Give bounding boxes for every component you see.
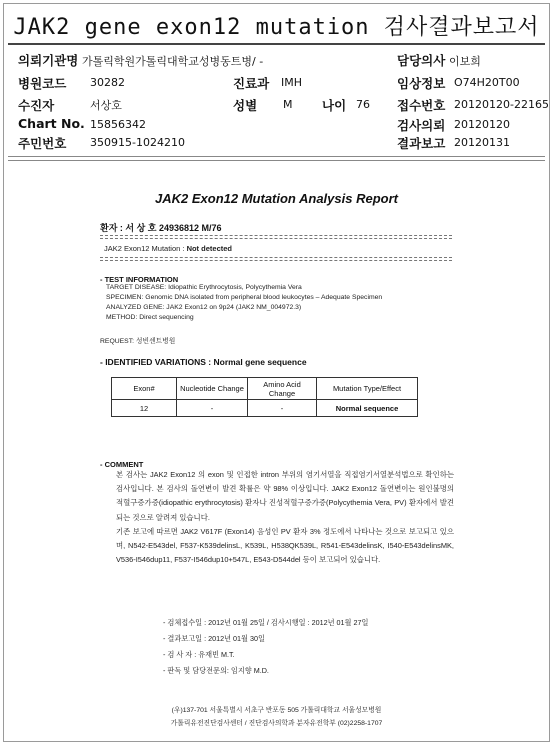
variation-table [111, 377, 418, 417]
dept-value: IMH [281, 76, 303, 89]
cell-aminoacid: - [248, 400, 317, 417]
request-date-label: 검사의뢰 [397, 118, 446, 133]
id-value: 350915-1024210 [90, 136, 185, 149]
sex-value: M [283, 98, 293, 111]
address-line-2: 가톨릭유전진단검사센터 / 진단검사의학과 분자유전학부 (02)2258-1707 [170, 720, 383, 727]
col-exon: Exon# [112, 378, 177, 400]
clinical-label: 임상정보 [397, 76, 446, 91]
table-row [112, 400, 418, 417]
receipt-label: 접수번호 [397, 98, 446, 113]
hospital-code-value: 30282 [90, 76, 125, 89]
sample-dates: - 검체접수일 : 2012년 01월 25일 / 검사시행일 : 2012년 01월 27일 [163, 618, 369, 627]
comment-paragraph-1: 본 검사는 JAK2 Exon12 의 exon 및 인접한 intron 부위의 염기서열을 직접염기서열분석법으로 확인하는 검사입니다. 본 검사의 돌연변이 발견 확률은 약 98% 이상입니다. JAK2 Exon12 돌연변이는 원인불명의 적혈구증가증(idiopathic erythrocytosis) 환자나 진성적혈구증가증(Polycythemia Vera, PV) 환자에서 발견되는 것으로 알려져 있습니다. [116, 470, 454, 522]
address-line-1: (우)137-701 서울특별시 서초구 반포동 505 가톨릭대학교 서울성모병원 [171, 707, 382, 714]
institution-row [18, 51, 263, 69]
chart-value: 15856342 [90, 118, 146, 131]
col-mutation-type: Mutation Type/Effect [317, 378, 418, 400]
comment-paragraph-2: 기존 보고에 따르면 JAK2 V617F (Exon14) 음성인 PV 환자 3% 정도에서 나타나는 것으로 보고되고 있으며, N542-E543del, F537-K539delinsL, K539L, H538QK539L, R541-E543delinsK, I540-E543delinsMK, V536-I546dup11, F537-I546dup10+547L, E543-D544del 등이 보고되어 있습니다. [116, 526, 454, 565]
doctor-value: 이보희 [448, 55, 481, 68]
dashed-divider [100, 257, 452, 258]
method: METHOD: Direct sequencing [106, 314, 194, 321]
patient-line: 환자 : 서 상 호 24936812 M/76 [100, 223, 222, 233]
dashed-divider [100, 260, 452, 261]
doctor-label: 담당의사 [397, 53, 446, 68]
dashed-divider [100, 235, 452, 236]
dashed-divider [100, 238, 452, 239]
clinical-value: O74H20T00 [454, 76, 520, 89]
doctor-row [397, 51, 481, 69]
receipt-value: 20120120-22165 [454, 98, 549, 111]
col-aminoacid: Amino Acid Change [248, 378, 317, 400]
col-nucleotide: Nucleotide Change [177, 378, 248, 400]
request-line: REQUEST: 성빈센트병원 [100, 338, 176, 345]
report-date: - 결과보고일 : 2012년 01월 30일 [163, 634, 265, 643]
title-divider [8, 43, 545, 45]
age-label: 나이 [322, 98, 347, 113]
table-header-row [112, 378, 418, 400]
institution-value: 가톨릭학원가톨릭대학교성병동트병/ - [82, 55, 264, 68]
result-value: Not detected [186, 244, 232, 253]
mutation-result: JAK2 Exon12 Mutation : Not detected [104, 244, 232, 253]
header-divider-bottom [8, 160, 545, 161]
patient-value: 서상호 [90, 99, 122, 112]
specimen: SPECIMEN: Genomic DNA isolated from peripheral blood leukocytes – Adequate Specimen [106, 294, 383, 301]
id-label: 주민번호 [18, 136, 67, 151]
patient-label: 수진자 [18, 98, 55, 113]
institution-label: 의뢰기관명 [18, 53, 79, 68]
comment-body [116, 468, 454, 567]
test-info-heading: - TEST INFORMATION [100, 275, 179, 284]
analyzed-gene: ANALYZED GENE: JAK2 Exon12 on 9p24 (JAK2 NM_004972.3) [106, 304, 302, 311]
chart-label: Chart No. [18, 116, 85, 131]
cell-mutation-type: Normal sequence [317, 400, 418, 417]
report-title: JAK2 Exon12 Mutation Analysis Report [155, 191, 398, 206]
report-footer [163, 615, 368, 679]
age-value: 76 [356, 98, 370, 111]
request-date-value: 20120120 [454, 118, 510, 131]
report-date-value: 20120131 [454, 136, 510, 149]
cell-exon: 12 [112, 400, 177, 417]
hospital-code-label: 병원코드 [18, 76, 67, 91]
cell-nucleotide: - [177, 400, 248, 417]
header-divider-top [8, 156, 545, 157]
target-disease: TARGET DISEASE: Idiopathic Erythrocytosis, Polycythemia Vera [106, 284, 302, 291]
report-header-title: JAK2 gene exon12 mutation 검사결과보고서 [13, 15, 540, 40]
specialist: - 판독 및 담당전문의: 임지향 M.D. [163, 666, 269, 675]
variations-heading: - IDENTIFIED VARIATIONS : Normal gene sequence [100, 357, 307, 367]
report-date-label: 결과보고 [397, 136, 446, 151]
comment-heading: - COMMENT [100, 460, 144, 469]
dept-label: 진료과 [233, 76, 270, 91]
examiner: - 검 사 자 : 유재빈 M.T. [163, 650, 235, 659]
sex-label: 성별 [233, 98, 258, 113]
